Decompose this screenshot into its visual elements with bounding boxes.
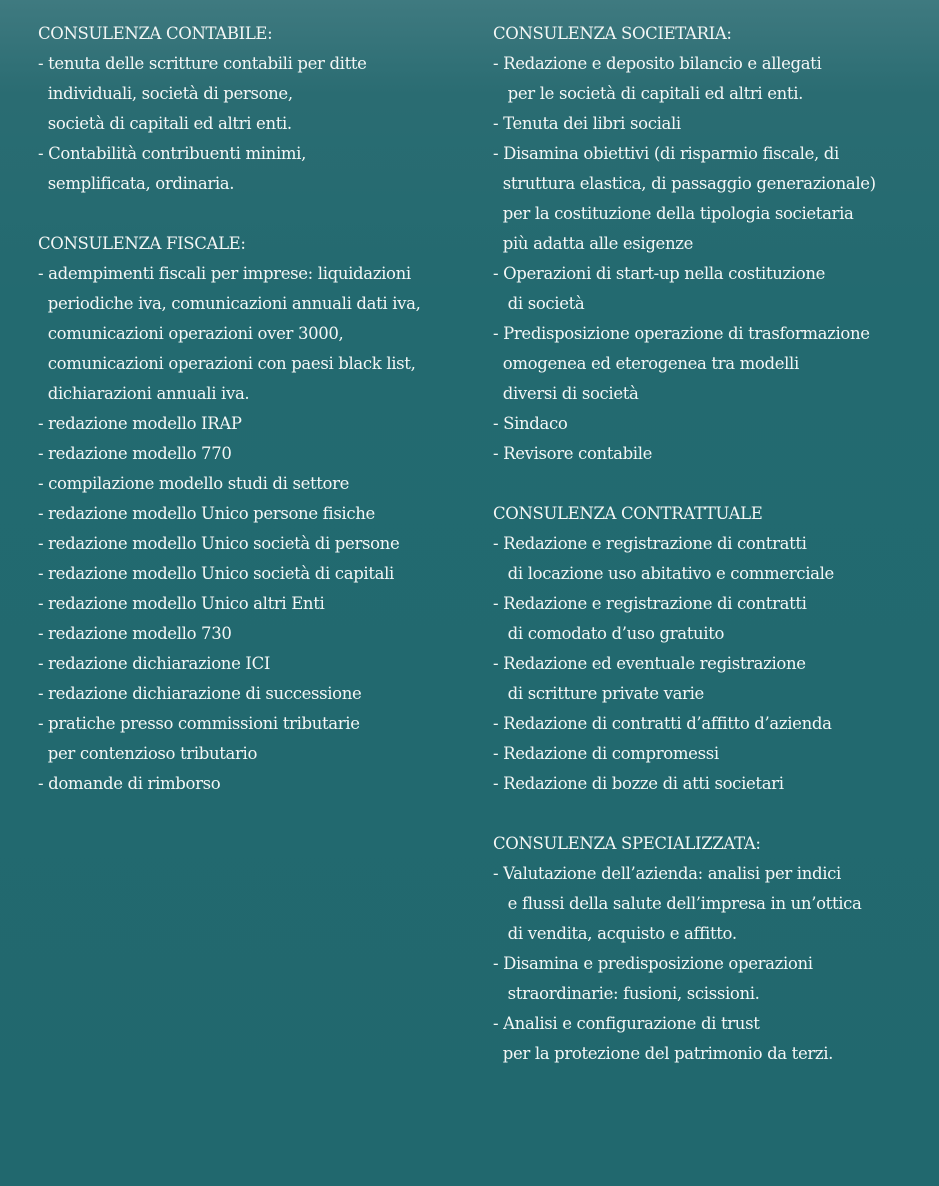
- service-line: comunicazioni operazioni over 3000,: [38, 324, 344, 343]
- service-line: - Valutazione dell’azienda: analisi per indici: [493, 864, 841, 883]
- section-spacer: [38, 199, 478, 229]
- service-line: - redazione modello 730: [38, 624, 232, 643]
- service-line: società di capitali ed altri enti.: [38, 114, 292, 133]
- service-section: [493, 19, 933, 469]
- service-line: omogenea ed eterogenea tra modelli: [493, 354, 799, 373]
- service-line: e flussi della salute dell’impresa in un’ottica: [493, 894, 862, 913]
- service-line: - Disamina e predisposizione operazioni: [493, 954, 813, 973]
- service-section: [493, 829, 933, 1069]
- service-line: periodiche iva, comunicazioni annuali dati iva,: [38, 294, 421, 313]
- service-section: [38, 19, 478, 199]
- service-line: - Sindaco: [493, 414, 568, 433]
- section-heading: CONSULENZA SOCIETARIA:: [493, 24, 732, 43]
- service-line: di comodato d’uso gratuito: [493, 624, 725, 643]
- service-line: - Redazione di compromessi: [493, 744, 719, 763]
- service-line: - Predisposizione operazione di trasformazione: [493, 324, 870, 343]
- service-line: straordinarie: fusioni, scissioni.: [493, 984, 760, 1003]
- service-line: individuali, società di persone,: [38, 84, 293, 103]
- service-line: - Redazione ed eventuale registrazione: [493, 654, 806, 673]
- service-line: - redazione modello Unico altri Enti: [38, 594, 325, 613]
- service-line: - domande di rimborso: [38, 774, 221, 793]
- service-line: - redazione modello 770: [38, 444, 232, 463]
- section-heading: CONSULENZA FISCALE:: [38, 234, 246, 253]
- service-line: di locazione uso abitativo e commerciale: [493, 564, 834, 583]
- service-line: - compilazione modello studi di settore: [38, 474, 350, 493]
- left-column: [38, 19, 478, 799]
- service-line: di vendita, acquisto e affitto.: [493, 924, 737, 943]
- service-line: - redazione dichiarazione ICI: [38, 654, 271, 673]
- service-line: - Redazione e registrazione di contratti: [493, 534, 807, 553]
- service-line: - Analisi e configurazione di trust: [493, 1014, 760, 1033]
- service-line: diversi di società: [493, 384, 639, 403]
- service-line: - Contabilità contribuenti minimi,: [38, 144, 307, 163]
- service-line: - Revisore contabile: [493, 444, 653, 463]
- service-line: di scritture private varie: [493, 684, 704, 703]
- service-line: - pratiche presso commissioni tributarie: [38, 714, 360, 733]
- section-spacer: [493, 799, 933, 829]
- service-line: - Redazione di bozze di atti societari: [493, 774, 784, 793]
- service-line: - Disamina obiettivi (di risparmio fiscale, di: [493, 144, 839, 163]
- service-line: di società: [493, 294, 585, 313]
- section-heading: CONSULENZA SPECIALIZZATA:: [493, 834, 761, 853]
- service-line: - Redazione e deposito bilancio e allegati: [493, 54, 822, 73]
- service-line: per contenzioso tributario: [38, 744, 258, 763]
- service-line: comunicazioni operazioni con paesi black list,: [38, 354, 416, 373]
- service-line: - redazione modello Unico società di persone: [38, 534, 400, 553]
- service-section: [38, 229, 478, 799]
- section-heading: CONSULENZA CONTABILE:: [38, 24, 273, 43]
- section-heading: CONSULENZA CONTRATTUALE: [493, 504, 763, 523]
- service-line: - Redazione e registrazione di contratti: [493, 594, 807, 613]
- service-line: - Tenuta dei libri sociali: [493, 114, 681, 133]
- service-line: struttura elastica, di passaggio generazionale): [493, 174, 876, 193]
- service-line: per la costituzione della tipologia societaria: [493, 204, 854, 223]
- right-column: [493, 19, 933, 1069]
- service-line: - Redazione di contratti d’affitto d’azienda: [493, 714, 832, 733]
- service-line: - adempimenti fiscali per imprese: liquidazioni: [38, 264, 411, 283]
- service-line: - redazione modello Unico società di capitali: [38, 564, 394, 583]
- service-line: - redazione modello IRAP: [38, 414, 242, 433]
- service-line: dichiarazioni annuali iva.: [38, 384, 250, 403]
- service-line: - Operazioni di start-up nella costituzione: [493, 264, 826, 283]
- service-line: - redazione modello Unico persone fisiche: [38, 504, 375, 523]
- service-line: più adatta alle esigenze: [493, 234, 694, 253]
- service-line: per la protezione del patrimonio da terzi.: [493, 1044, 834, 1063]
- section-spacer: [493, 469, 933, 499]
- service-line: semplificata, ordinaria.: [38, 174, 235, 193]
- service-section: [493, 499, 933, 799]
- service-line: - redazione dichiarazione di successione: [38, 684, 362, 703]
- service-line: per le società di capitali ed altri enti.: [493, 84, 804, 103]
- service-line: - tenuta delle scritture contabili per ditte: [38, 54, 367, 73]
